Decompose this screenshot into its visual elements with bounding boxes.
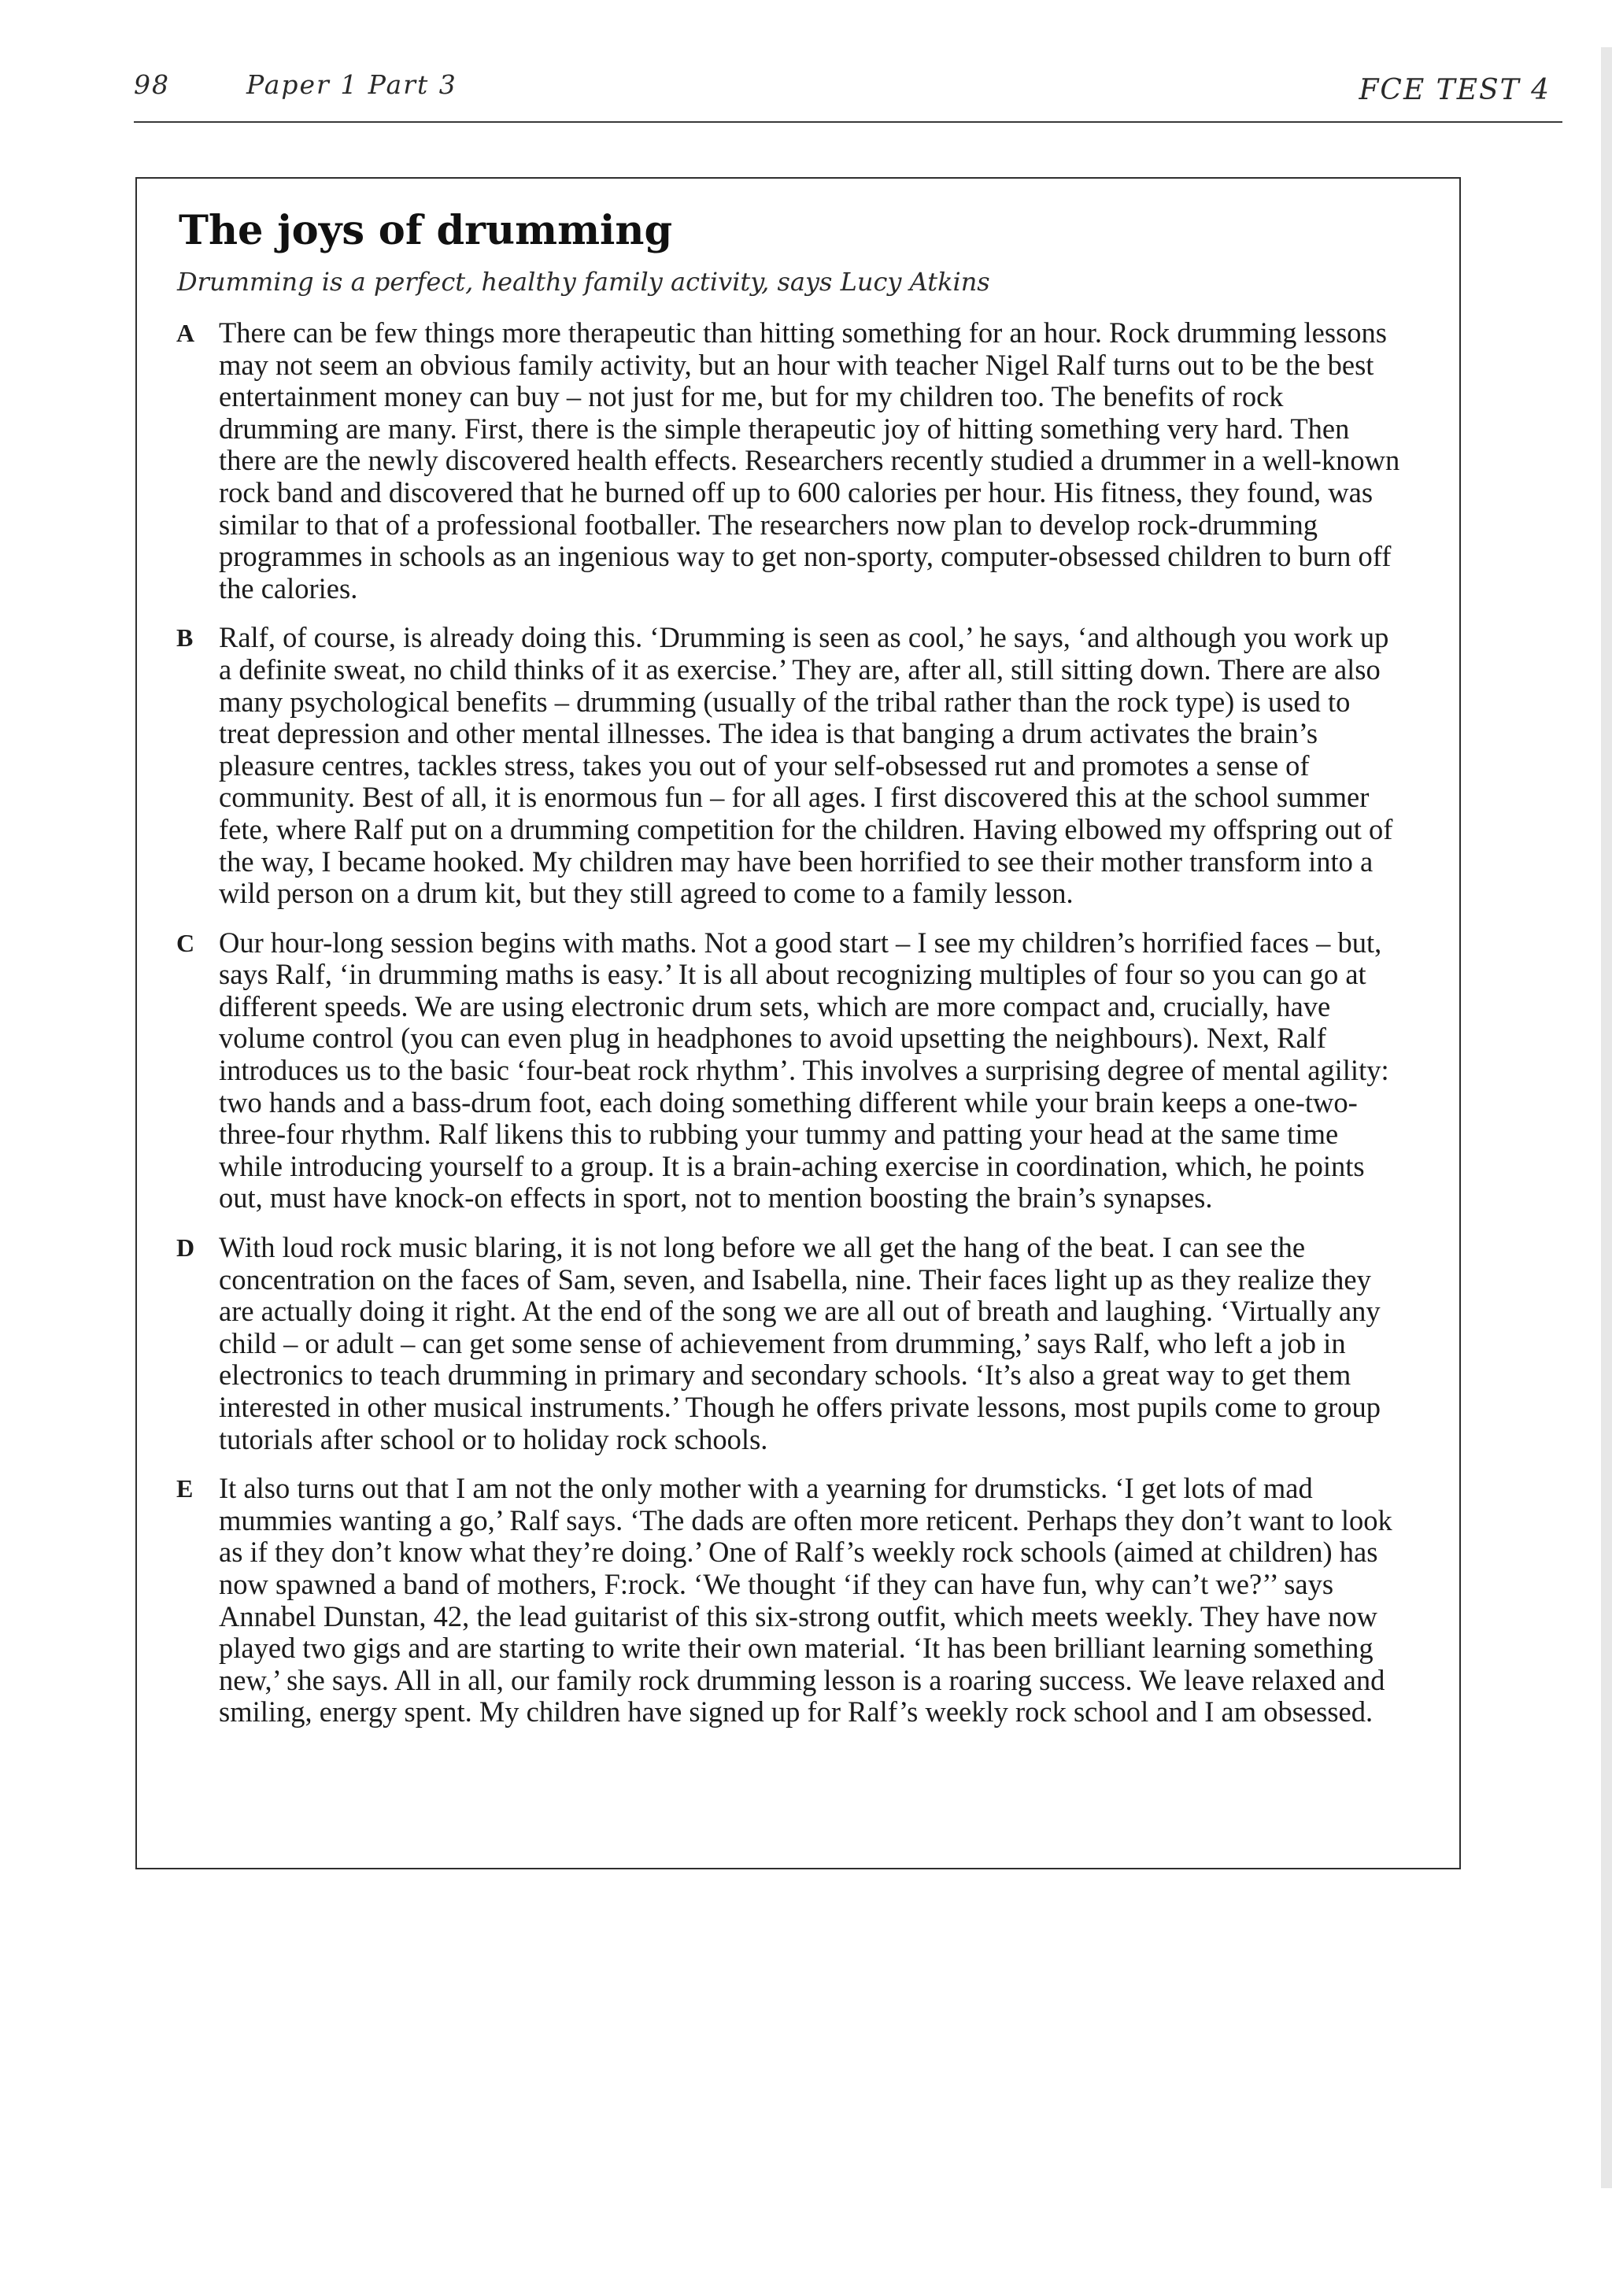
paragraph-b [176,622,1404,909]
paragraph-c [176,927,1404,1215]
header-divider [134,121,1562,123]
paragraph-text: There can be few things more therapeutic than hitting something for an hour. Rock drumming lessons may not seem an obvious family activity, but an hour with teacher Nigel Ralf turns out to be the best entertainment money can buy – not just for me, but for my children too. The benefits of rock drumming are many. First, there is the simple therapeutic joy of hitting something very hard. Then there are the newly discovered health effects. Researchers recently studied a drummer in a well-known rock band and discovered that he burned off up to 600 calories per hour. His fitness, they found, was similar to that of a professional footballer. The researchers now plan to develop rock-drumming programmes in schools as an ingenious way to get non-sporty, computer-obsessed children to burn off the calories. [219,316,1400,605]
paragraph-letter: D [176,1233,195,1263]
page-number: 98 [134,69,170,100]
paragraph-text: It also turns out that I am not the only mother with a yearning for drumsticks. ‘I get lots of mad mummies wanting a go,’ Ralf says. ‘The dads are often more reticent. Perhaps they don’t want to look as if they don’t know what they’re doing.’ One of Ralf’s weekly rock schools (aimed at children) has now spawned a band of mothers, F:rock. ‘We thought ‘if they can have fun, why can’t we?’’ says Annabel Dunstan, 42, the lead guitarist of this six-strong outfit, which meets weekly. They have now played two gigs and are starting to write their own material. ‘It has been brilliant learning something new,’ she says. All in all, our family rock drumming lesson is a roaring success. We leave relaxed and smiling, energy spent. My children have signed up for Ralf’s weekly rock school and I am obsessed. [219,1472,1392,1728]
article-body [176,317,1404,1746]
paragraph-letter: E [176,1474,194,1503]
paragraph-text: Ralf, of course, is already doing this. ‘Drumming is seen as cool,’ he says, ‘and although you work up a definite sweat, no child thinks of it as exercise.’ They are, after all, still sitting down. There are also many psychological benefits – drumming (usually of the tribal rather than the rock type) is used to treat depression and other mental illnesses. The idea is that banging a drum activates the brain’s pleasure centres, tackles stress, takes you out of your self-obsessed rut and promotes a sense of community. Best of all, it is enormous fun – for all ages. I first discovered this at the school summer fete, where Ralf put on a drumming competition for the children. Having elbowed my offspring out of the way, I became hooked. My children may have been horrified to see their mother transform into a wild person on a drum kit, but they still agreed to come to a family lesson. [219,621,1393,910]
paragraph-a [176,317,1404,605]
paragraph-d [176,1232,1404,1455]
article-title: The joys of drumming [179,207,673,254]
article-subtitle: Drumming is a perfect, healthy family activity, says Lucy Atkins [177,267,990,297]
paragraph-text: With loud rock music blaring, it is not long before we all get the hang of the beat. I can see the concentration on the faces of Sam, seven, and Isabella, nine. Their faces light up as they realize they are actually doing it right. At the end of the song we are all out of breath and laughing. ‘Virtually any child – or adult – can get some sense of achievement from drumming,’ says Ralf, who left a job in electronics to teach drumming in primary and secondary schools. ‘It’s also a great way to get them interested in other musical instruments.’ Though he offers private lessons, most pupils come to group tutorials after school or to holiday rock schools. [219,1231,1381,1455]
paragraph-text: Our hour-long session begins with maths. Not a good start – I see my children’s horrified faces – but, says Ralf, ‘in drumming maths is easy.’ It is all about recognizing multiples of four so you can go at different speeds. We are using electronic drum sets, which are more compact and, crucially, have volume control (you can even plug in headphones to avoid upsetting the neighbours). Next, Ralf introduces us to the basic ‘four-beat rock rhythm’. This involves a surprising degree of mental agility: two hands and a bass-drum foot, each doing something different while your brain keeps a one-two-three-four rhythm. Ralf likens this to rubbing your tummy and patting your head at the same time while introducing yourself to a group. It is a brain-aching exercise in coordination, which, he points out, must have knock-on effects in sport, not to mention boosting the brain’s synapses. [219,926,1389,1215]
paragraph-letter: C [176,928,195,957]
test-label: FCE TEST 4 [1359,74,1551,106]
page-header [134,69,1551,104]
paragraph-letter: A [176,319,195,347]
section-label: Paper 1 Part 3 [246,69,457,100]
page-edge-shadow [1601,47,1612,2188]
article-box [135,177,1461,1869]
paragraph-e [176,1473,1404,1728]
paragraph-letter: B [176,623,194,653]
